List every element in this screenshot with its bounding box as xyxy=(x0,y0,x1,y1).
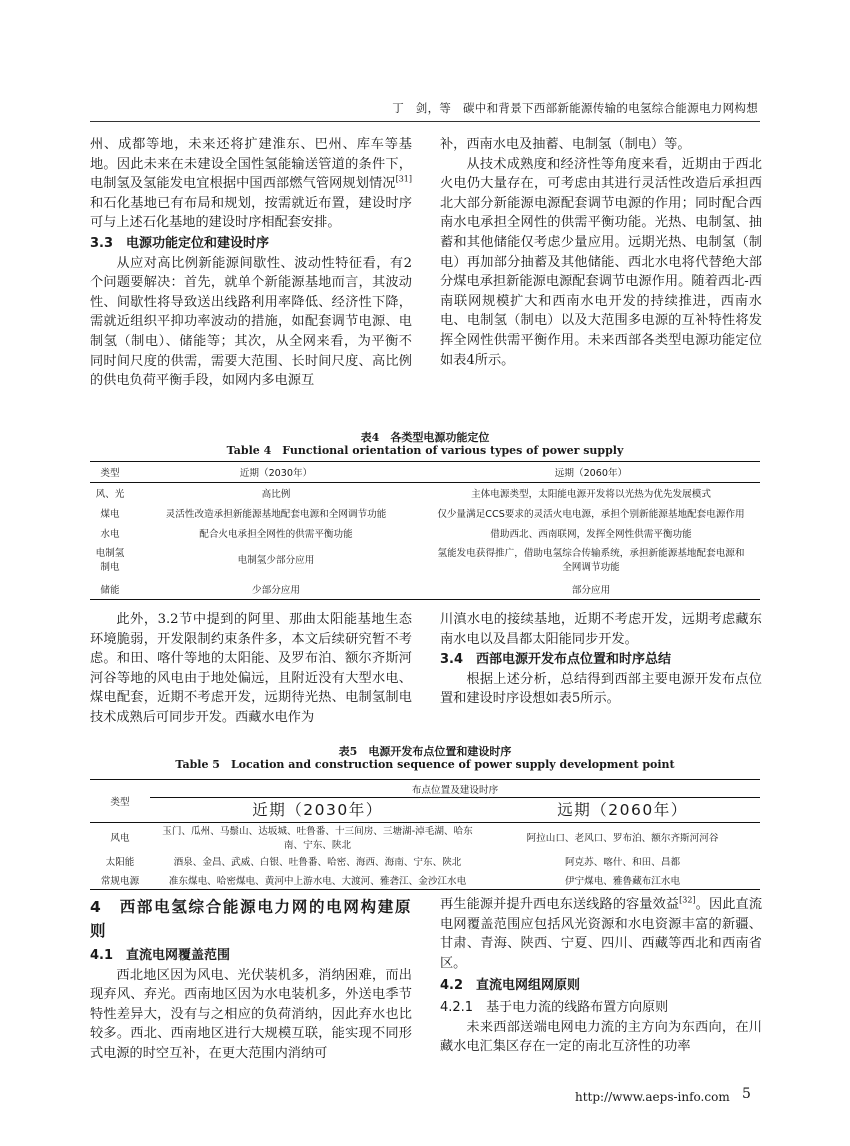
column-header: 远期（2060年） xyxy=(422,462,760,483)
table-cell: 阿拉山口、老风口、罗布泊、额尔齐斯河河谷 xyxy=(526,833,719,844)
paragraph: 根据上述分析，总结得到西部主要电源开发布点位置和建设时序设想如表5所示。 xyxy=(440,671,762,707)
table-row xyxy=(90,870,760,890)
column-header: 近期（2030年） xyxy=(130,462,422,483)
table-cell: 太阳能 xyxy=(105,856,135,868)
table-cell: 高比例 xyxy=(261,489,291,500)
citation-ref: [32] xyxy=(679,895,696,905)
table4-caption: 表4 各类型电源功能定位 Table 4 Functional orientation of various types of power supply xyxy=(226,431,624,457)
table-row xyxy=(90,851,760,870)
table-cell: 电制氢少部分应用 xyxy=(237,555,315,566)
paragraph: 未来西部送端电网电力流的主方向为东西向，在川藏水电汇集区存在一定的南北互济性的功率 xyxy=(440,1019,762,1055)
table-row xyxy=(90,483,760,504)
col2-top xyxy=(440,135,762,370)
column-header: 类型 xyxy=(90,462,130,483)
table-cell: 部分应用 xyxy=(422,579,760,600)
column-header: 类型 xyxy=(90,780,150,823)
table-row xyxy=(90,579,760,600)
paragraph: 从技术成熟度和经济性等角度来看，近期由于西北火电仍大量存在，可考虑由其进行灵活性改造后承担西北大部分新能源电源配套调节电源的作用；同时配合西南水电承担全网性的供需平衡功能。光热、电制氢、抽蓄和其他储能仅考虑少量应用。远期光热、电制氢（制电）再加部分抽蓄及其他储能、西北水电将代替绝大部分煤电承担新能源电源配套调节电源作用。随着西北-西南联网规模扩大和西南水电开发的持续推进，西南水电、电制氢（制电）以及大范围多电源的互补特性将发挥全网性供需平衡作用。未来西部各类型电源功能定位如表4所示。 xyxy=(440,156,762,368)
table-cell: 风、光 xyxy=(95,489,125,500)
col1-mid xyxy=(90,610,412,728)
running-header: 丁 剑，等 碳中和背景下西部新能源传输的电氢综合能源电力网构想 xyxy=(392,101,758,115)
table-cell: 水电 xyxy=(100,529,120,540)
table-cell: 风电 xyxy=(110,833,130,844)
col1-bottom xyxy=(90,895,412,1064)
table-cell: 酒泉、金昌、武威、白银、吐鲁番、哈密、海西、海南、宁东、陕北 xyxy=(173,856,462,868)
table-cell: 灵活性改造承担新能源基地配套电源和全网调节功能 xyxy=(165,509,387,520)
table-cell: 氢能发电获得推广，借助电氢综合传输系统，承担新能源基地配套电源和 全网调节功能 xyxy=(437,548,745,573)
section-heading-3-4: 3.4 西部电源开发布点位置和时序总结 xyxy=(440,652,672,668)
table-cell: 伊宁煤电、雅鲁藏布江水电 xyxy=(485,870,760,890)
table-cell: 储能 xyxy=(90,579,130,600)
table-cell: 少部分应用 xyxy=(130,579,422,600)
table-cell: 准东煤电、哈密煤电、黄河中上游水电、大渡河、雅砻江、金沙江水电 xyxy=(150,870,485,890)
table-cell: 电制氢 制电 xyxy=(95,548,125,573)
section-heading-4-1: 4.1 直流电网覆盖范围 xyxy=(90,948,231,963)
table-cell: 仅少量满足CCS要求的灵活火电电源，承担个别新能源基地配套电源作用 xyxy=(437,509,745,520)
citation-ref: [31] xyxy=(395,174,412,184)
paragraph: 西北地区因为风电、光伏装机多，消纳困难，而出现弃风、弃光。西南地区因为水电装机多，外送电季节特性差异大，没有与之相应的负荷消纳，因此弃水也比较多。西北、西南地区进行大规模互联，能实现不同形式电源的时空互补，在更大范围内消纳可 xyxy=(90,967,412,1061)
journal-url[interactable]: http://www.aeps-info.com xyxy=(575,1090,730,1104)
table-header-row xyxy=(90,462,760,483)
paragraph: 从应对高比例新能源间歇性、波动性特征看，有2个问题要解决：首先，就单个新能源基地而言，其波动性、间歇性将导致送出线路利用率降低、经济性下降，需就近组织平抑功率波动的措施，如配套调节电源、电制氢（制电）、储能等；其次，从全网来看，为平衡不同时间尺度的供需，需要大范围、长时间尺度、高比例的供电负荷平衡手段，如网内多电源互 xyxy=(90,255,412,389)
table-cell: 煤电 xyxy=(100,509,120,520)
header-rule xyxy=(90,121,760,122)
paragraph: 川滇水电的接续基地，近期不考虑开发，远期考虑藏东南水电以及昌都太阳能同步开发。 xyxy=(440,612,762,647)
table-cell: 借助西北、西南联网，发挥全网性供需平衡功能 xyxy=(490,529,692,540)
column-header: 远期（2060年） xyxy=(485,798,760,823)
table-header-row xyxy=(90,780,760,798)
table-row xyxy=(90,823,760,852)
paragraph: 再生能源并提升西电东送线路的容量效益[32]。因此直流电网覆盖范围应包括风光资源和水电资源丰富的新疆、甘肃、青海、陕西、宁夏、四川、西藏等西北和西南省区。 xyxy=(440,895,763,971)
table-cell: 主体电源类型，太阳能电源开发将以光热为优先发展模式 xyxy=(471,489,711,500)
paragraph: 此外，3.2节中提到的阿里、那曲太阳能基地生态环境脆弱，开发限制约束条件多，本文后续研究暂不考虑。和田、喀什等地的太阳能、及罗布泊、额尔齐斯河河谷等地的风电由于地处偏远，且附近没有大型水电、煤电配套，近期不考虑开发，远期待光热、电制氢制电技术成熟后可同步开发。西藏水电作为 xyxy=(90,612,412,725)
column-header-group: 布点位置及建设时序 xyxy=(150,780,760,798)
section-heading-4-2-1: 4.2.1 基于电力流的线路布置方向原则 xyxy=(440,999,669,1015)
section-heading-4: 4 西部电氢综合能源电力网的电网构建原则 xyxy=(90,898,412,940)
table-cell: 配合火电承担全网性的供需平衡功能 xyxy=(199,529,353,540)
section-heading-3-3: 3.3 电源功能定位和建设时序 xyxy=(90,235,270,251)
col2-mid xyxy=(440,610,762,709)
column-header: 近期（2030年） xyxy=(150,798,485,823)
paragraph: 州、成都等地，未来还将扩建淮东、巴州、库车等基地。因此未来在未建设全国性氢能输送管道的条件下，电制氢及氢能发电宜根据中国西部燃气管网规划情况[31]和石化基地已有布局和规划，按需就近布置，建设时序可与上述石化基地的建设时序相配套安排。 xyxy=(90,137,412,231)
table-cell: 阿克苏、喀什、和田、昌都 xyxy=(564,856,681,868)
paragraph: 补，西南水电及抽蓄、电制氢（制电）等。 xyxy=(440,137,691,152)
table-row xyxy=(90,503,760,523)
table-cell: 玉门、瓜州、马鬃山、达坂城、吐鲁番、十三间房、三塘湖-淖毛湖、哈东南、宁东、陕北 xyxy=(162,826,473,851)
table5 xyxy=(90,779,760,890)
table4 xyxy=(90,461,760,600)
col1-top xyxy=(90,135,412,391)
table-header-row xyxy=(90,798,760,823)
section-heading-4-2: 4.2 直流电网组网原则 xyxy=(440,978,581,994)
table5-caption: 表5 电源开发布点位置和建设时序 Table 5 Location and construction sequence of power supply development point xyxy=(175,745,675,771)
table-row xyxy=(90,543,760,579)
page-number: 5 xyxy=(742,1086,751,1102)
table-row xyxy=(90,523,760,543)
table-cell: 常规电源 xyxy=(90,870,150,890)
col2-bottom xyxy=(440,895,762,1057)
